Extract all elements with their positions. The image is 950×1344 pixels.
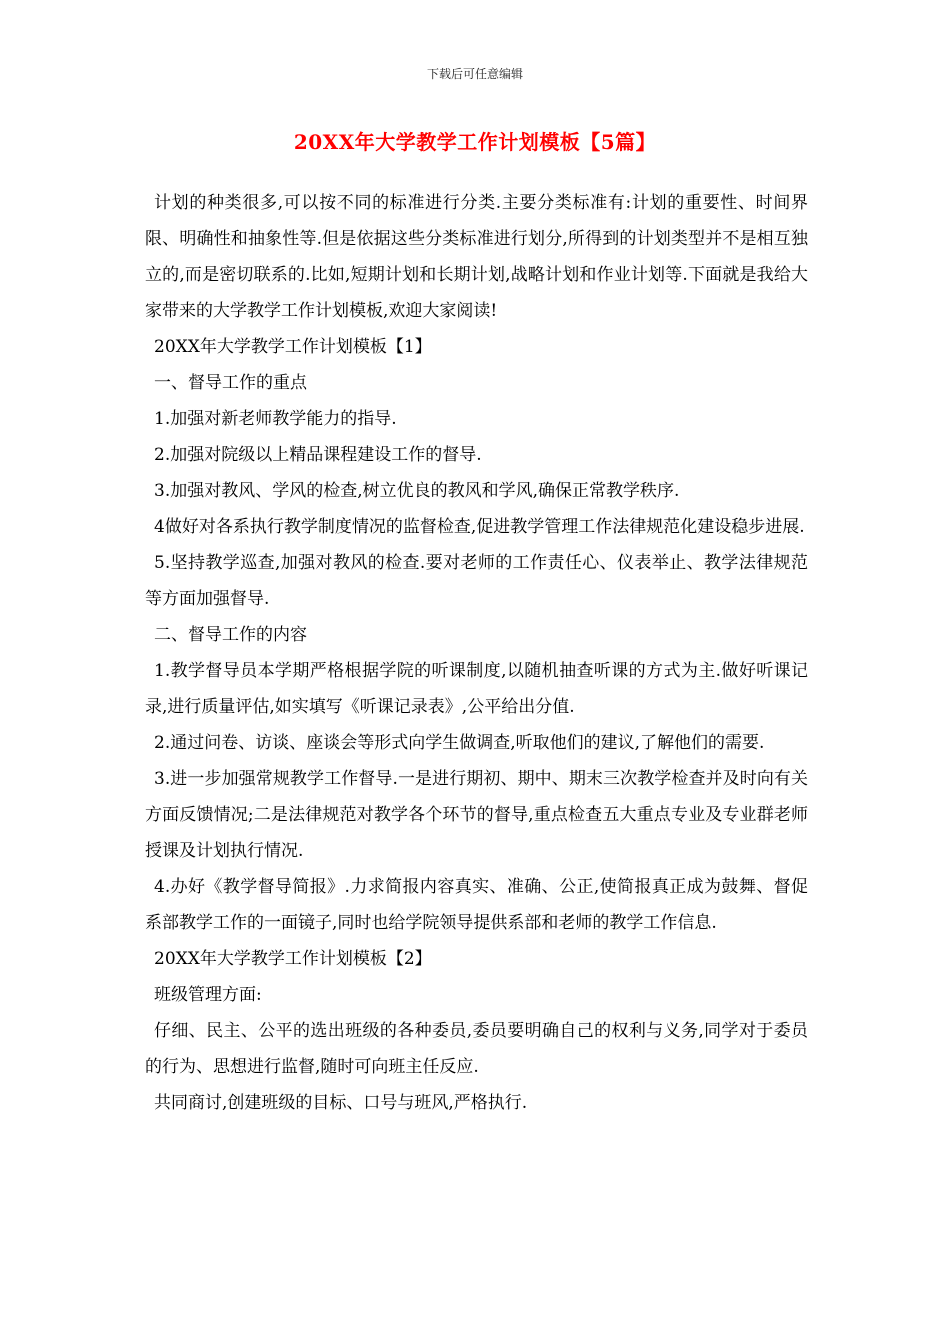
list-item: 1.教学督导员本学期严格根据学院的听课制度,以随机抽查听课的方式为主.做好听课记录,进行质量评估,如实填写《听课记录表》,公平给出分值.: [145, 661, 808, 717]
subheading-content: 二、督导工作的内容: [154, 625, 307, 645]
subheading-focus: 一、督导工作的重点: [154, 373, 307, 393]
document-body: [145, 185, 808, 1121]
list-item: 5.坚持教学巡查,加强对教风的检查.要对老师的工作责任心、仪表举止、教学法律规范等方面加强督导.: [145, 553, 808, 609]
document-title: 20XX年大学教学工作计划模板【5篇】: [293, 130, 657, 154]
list-item: 3.加强对教风、学风的检查,树立优良的教风和学风,确保正常教学秩序.: [154, 481, 680, 501]
list-item: 4做好对各系执行教学制度情况的监督检查,促进教学管理工作法律规范化建设稳步进展.: [154, 517, 805, 537]
section-heading-1: 20XX年大学教学工作计划模板【1】: [154, 337, 432, 357]
subheading-class-management: 班级管理方面:: [154, 985, 262, 1005]
header-note: 下载后可任意编辑: [426, 67, 523, 81]
list-item: 4.办好《教学督导简报》.力求简报内容真实、准确、公正,使简报真正成为鼓舞、督促系部教学工作的一面镜子,同时也给学院领导提供系部和老师的教学工作信息.: [145, 877, 808, 933]
list-item: 2.通过问卷、访谈、座谈会等形式向学生做调查,听取他们的建议,了解他们的需要.: [154, 733, 765, 753]
list-item: 3.进一步加强常规教学工作督导.一是进行期初、期中、期末三次教学检查并及时向有关方面反馈情况;二是法律规范对教学各个环节的督导,重点检查五大重点专业及专业群老师授课及计划执行情况.: [145, 769, 808, 861]
body-paragraph: 共同商讨,创建班级的目标、口号与班风,严格执行.: [154, 1093, 528, 1113]
body-paragraph: 仔细、民主、公平的选出班级的各种委员,委员要明确自己的权利与义务,同学对于委员的行为、思想进行监督,随时可向班主任反应.: [145, 1021, 808, 1077]
intro-paragraph: 计划的种类很多,可以按不同的标准进行分类.主要分类标准有:计划的重要性、时间界限、明确性和抽象性等.但是依据这些分类标准进行划分,所得到的计划类型并不是相互独立的,而是密切联系的.比如,短期计划和长期计划,战略计划和作业计划等.下面就是我给大家带来的大学教学工作计划模板,欢迎大家阅读!: [145, 193, 808, 321]
list-item: 1.加强对新老师教学能力的指导.: [154, 409, 397, 429]
list-item: 2.加强对院级以上精品课程建设工作的督导.: [154, 445, 482, 465]
section-heading-2: 20XX年大学教学工作计划模板【2】: [154, 949, 432, 969]
